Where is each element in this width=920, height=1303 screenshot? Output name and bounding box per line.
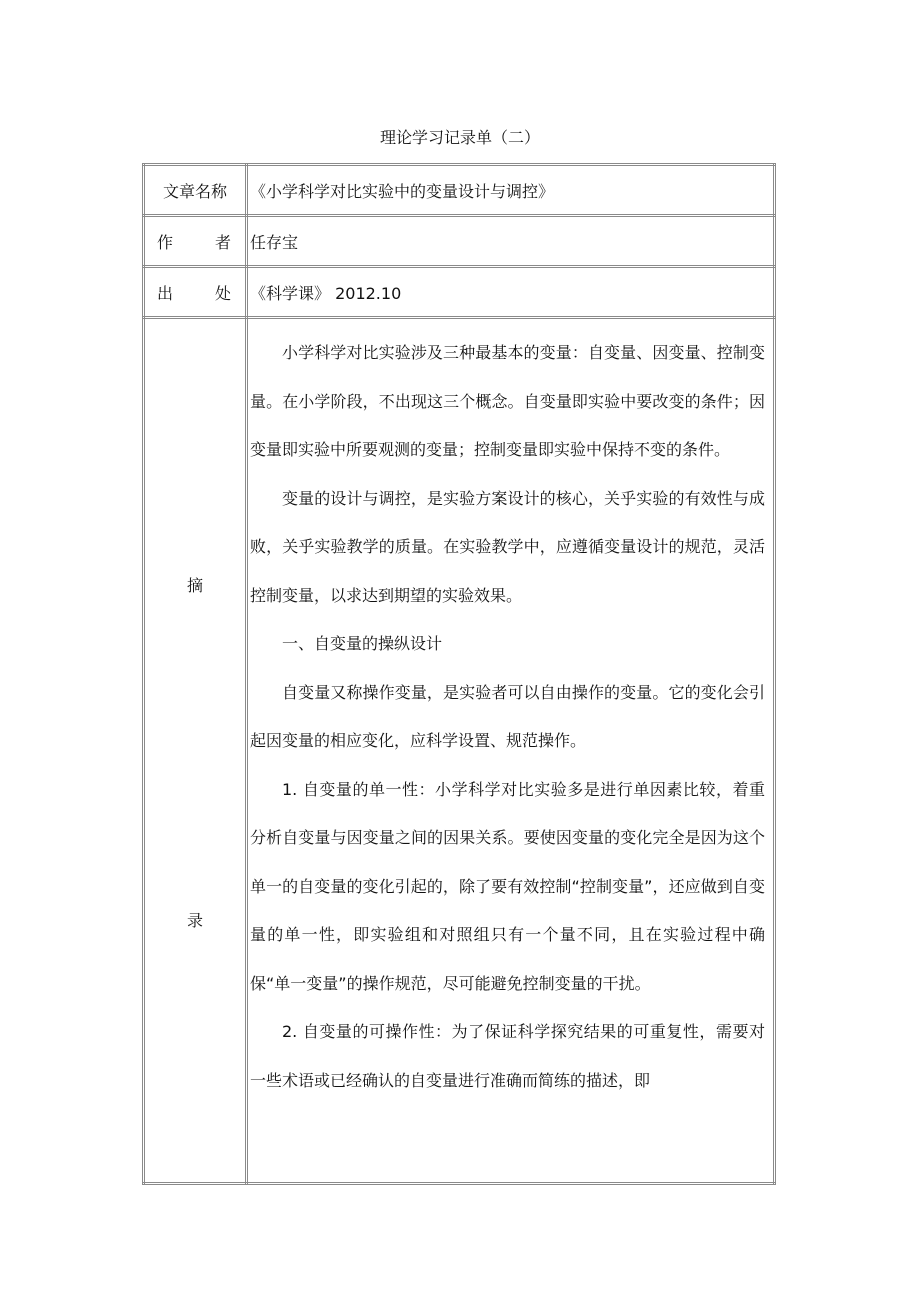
author-row xyxy=(144,216,775,267)
record-table xyxy=(142,163,776,1185)
author-value: 任存宝 xyxy=(247,216,775,267)
abstract-paragraph: 小学科学对比实验涉及三种最基本的变量：自变量、因变量、控制变量。在小学阶段，不出现这三个概念。自变量即实验中要改变的条件；因变量即实验中所要观测的变量；控制变量即实验中保持不变的条件。 xyxy=(250,343,765,459)
abstract-label-char-1: 摘 xyxy=(186,576,203,595)
author-label-char-2: 者 xyxy=(214,232,231,252)
source-row xyxy=(144,267,775,318)
article-label: 文章名称 xyxy=(162,181,227,201)
abstract-label-char-2: 录 xyxy=(186,911,203,930)
abstract-paragraph: 自变量又称操作变量，是实验者可以自由操作的变量。它的变化会引起因变量的相应变化，应科学设置、规范操作。 xyxy=(250,682,765,750)
abstract-paragraph: 2. 自变量的可操作性：为了保证科学探究结果的可重复性，需要对一些术语或已经确认的自变量进行准确而简练的描述，即 xyxy=(250,1022,765,1090)
abstract-label-cell xyxy=(144,318,247,1184)
author-label-char-1: 作 xyxy=(157,232,174,252)
source-value: 《科学课》 2012.10 xyxy=(247,267,775,318)
source-label-cell xyxy=(144,267,247,318)
article-value: 《小学科学对比实验中的变量设计与调控》 xyxy=(247,165,775,216)
abstract-row xyxy=(144,318,775,1184)
source-label-char-1: 出 xyxy=(157,283,174,303)
abstract-section-heading: 一、自变量的操纵设计 xyxy=(282,634,443,653)
source-label-char-2: 处 xyxy=(214,283,231,303)
author-label-cell xyxy=(144,216,247,267)
abstract-paragraph: 变量的设计与调控，是实验方案设计的核心，关乎实验的有效性与成败，关乎实验教学的质量。在实验教学中，应遵循变量设计的规范，灵活控制变量，以求达到期望的实验效果。 xyxy=(250,488,765,605)
abstract-paragraph: 1. 自变量的单一性：小学科学对比实验多是进行单因素比较，着重分析自变量与因变量之间的因果关系。要使因变量的变化完全是因为这个单一的自变量的变化引起的，除了要有效控制“控制变量”，还应做到自变量的单一性，即实验组和对照组只有一个量不同，且在实验过程中确保“单一变量”的操作规范，尽可能避免控制变量的干扰。 xyxy=(250,779,765,993)
article-row xyxy=(144,165,775,216)
abstract-content xyxy=(247,318,775,1184)
page-title: 理论学习记录单（二） xyxy=(379,128,540,147)
article-label-cell xyxy=(144,165,247,216)
